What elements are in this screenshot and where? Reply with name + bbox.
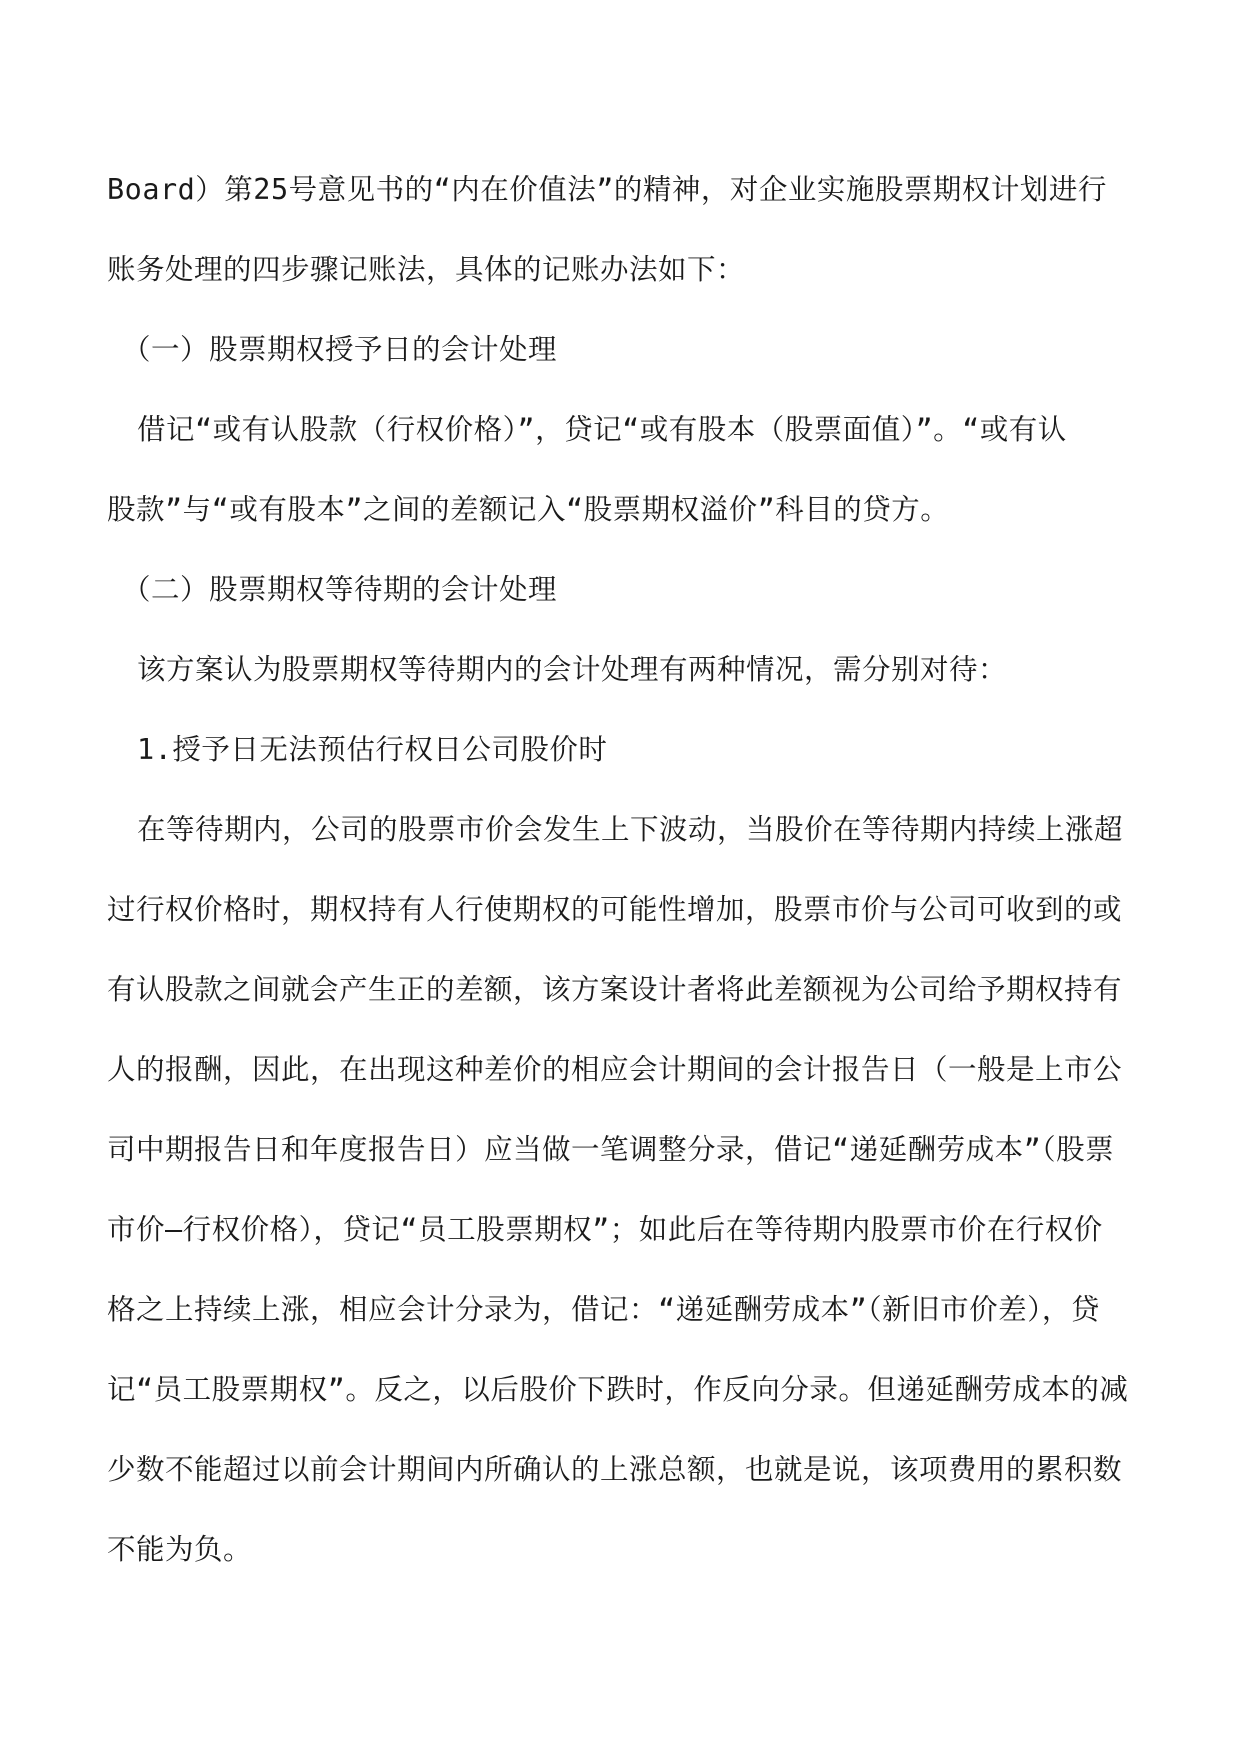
paragraph-line: 少数不能超过以前会计期间内所确认的上涨总额，也就是说，该项费用的累积数 [107, 1453, 1123, 1486]
paragraph-line: 股款”与“或有股本”之间的差额记入“股票期权溢价”科目的贷方。 [107, 493, 950, 526]
paragraph-line: 有认股款之间就会产生正的差额，该方案设计者将此差额视为公司给予期权持有 [107, 973, 1123, 1006]
paragraph-line: 不能为负。 [107, 1533, 253, 1566]
section-heading: （二）股票期权等待期的会计处理 [122, 573, 558, 606]
paragraph-line: 该方案认为股票期权等待期内的会计处理有两种情况，需分别对待： [137, 653, 1008, 686]
paragraph-line: 在等待期内，公司的股票市价会发生上下波动，当股价在等待期内持续上涨超 [137, 813, 1124, 846]
subsection-heading: 1.授予日无法预估行权日公司股价时 [137, 733, 608, 766]
paragraph-line: 人的报酬，因此，在出现这种差价的相应会计期间的会计报告日（一般是上市公 [107, 1053, 1123, 1086]
paragraph-line: 格之上持续上涨，相应会计分录为，借记：“递延酬劳成本”（新旧市价差），贷 [107, 1293, 1100, 1326]
paragraph-line: 司中期报告日和年度报告日）应当做一笔调整分录，借记“递延酬劳成本”（股票 [107, 1133, 1115, 1166]
paragraph-line: 记“员工股票期权”。反之，以后股价下跌时，作反向分录。但递延酬劳成本的减 [107, 1373, 1129, 1406]
paragraph-line: 过行权价格时，期权持有人行使期权的可能性增加，股票市价与公司可收到的或 [107, 893, 1123, 926]
section-heading: （一）股票期权授予日的会计处理 [122, 333, 558, 366]
paragraph-line: 市价—行权价格），贷记“员工股票期权”；如此后在等待期内股票市价在行权价 [107, 1213, 1103, 1246]
paragraph-line: Board）第25号意见书的“内在价值法”的精神，对企业实施股票期权计划进行 [107, 173, 1107, 206]
paragraph-line: 账务处理的四步骤记账法，具体的记账办法如下： [107, 253, 746, 286]
paragraph-line: 借记“或有认股款（行权价格）”，贷记“或有股本（股票面值）”。“或有认 [137, 413, 1067, 446]
